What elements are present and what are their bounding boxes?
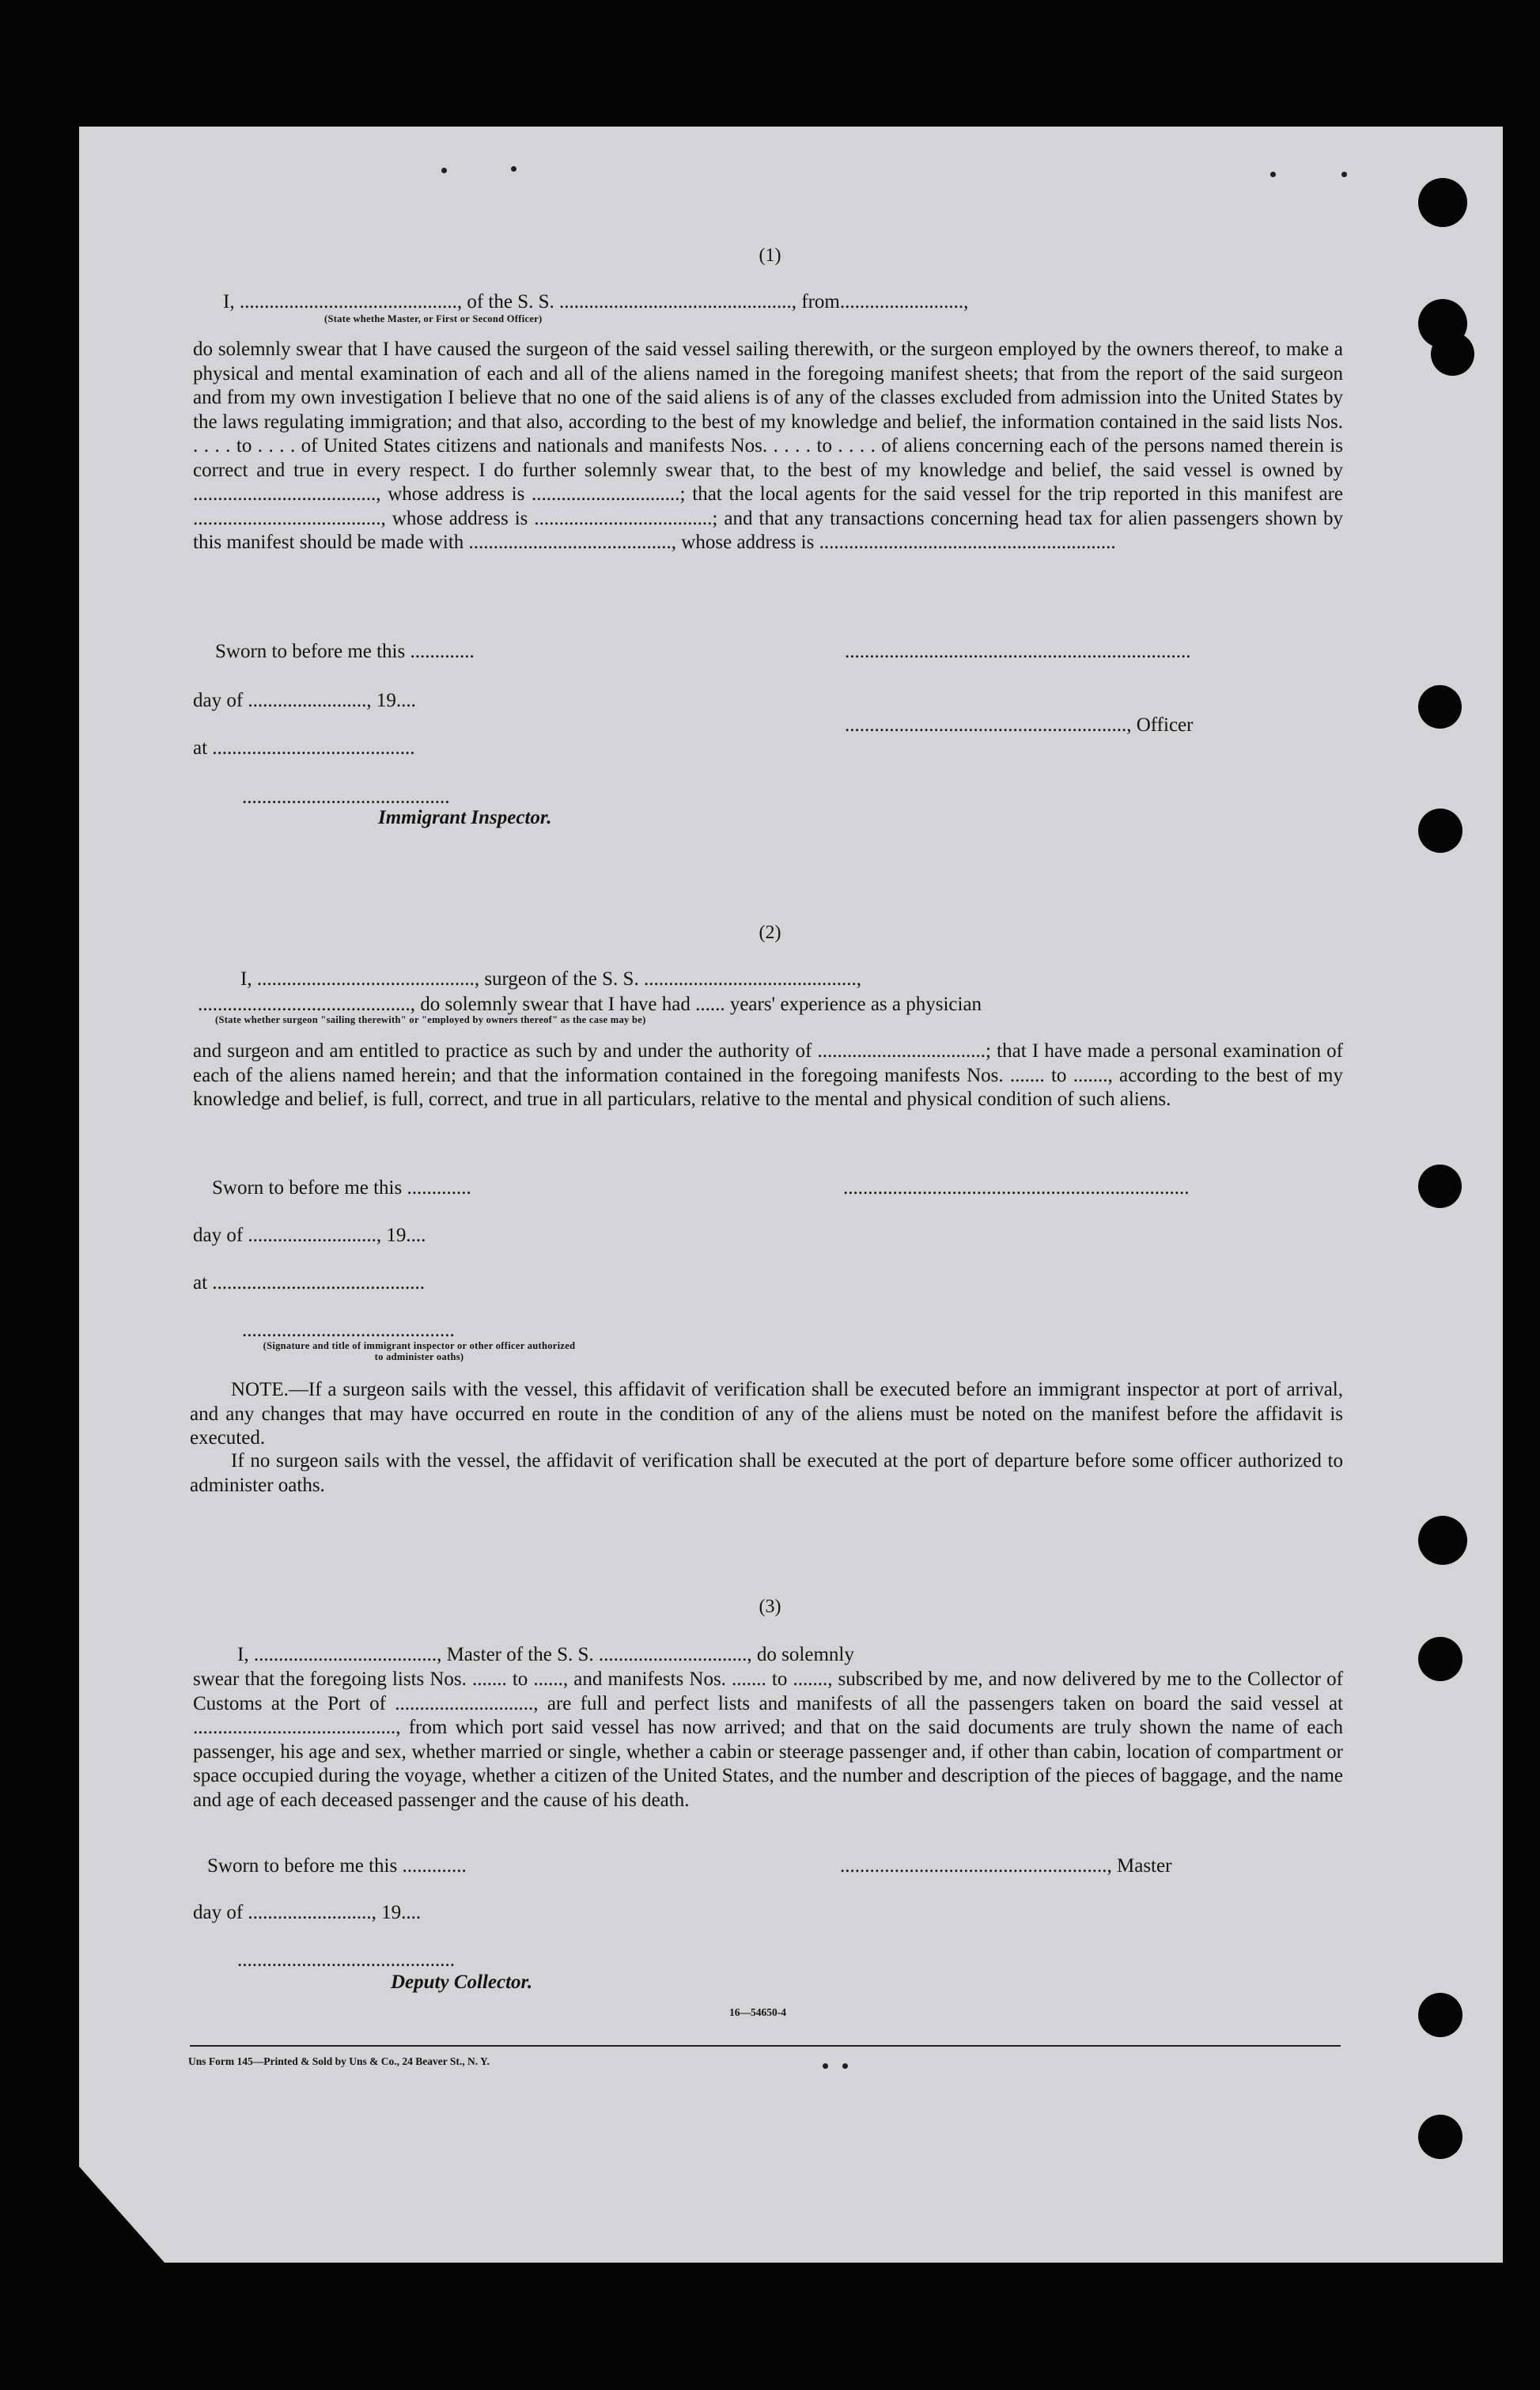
section-1-number: (1) bbox=[759, 245, 781, 266]
section-3-sworn: Sworn to before me this ............. bbox=[207, 1855, 467, 1877]
section-2-officer-dots: ...................................................................... bbox=[843, 1177, 1190, 1199]
punch-hole bbox=[1418, 685, 1462, 729]
punch-hole bbox=[1418, 1993, 1462, 2037]
footer-rule bbox=[190, 2045, 1341, 2047]
punch-hole bbox=[1418, 2115, 1462, 2159]
section-1-inspector-dots: .......................................... bbox=[242, 786, 450, 808]
section-3-number: (3) bbox=[759, 1596, 781, 1617]
section-1-state-note: (State whethe Master, or First or Second Officer) bbox=[324, 313, 543, 324]
punch-hole bbox=[1418, 1637, 1462, 1681]
punch-hole bbox=[1418, 1516, 1467, 1565]
speck bbox=[1341, 172, 1347, 177]
section-2-note-2: If no surgeon sails with the vessel, the affidavit of verification shall be executed at the port of departure before some officer authorized to administer oaths. bbox=[190, 1450, 1343, 1496]
section-3-body: swear that the foregoing lists Nos. ....... to ......, and manifests Nos. ....... to ......., subscribed by me, and now delivered by me to the Collector of Customs at the Port of ............................, are full and perfect lists and manifests of all the passengers taken on board the said vessel at ........................................., from which port said vessel has now arrived; and that on the said documents are truly shown the name of each passenger, his age and sex, whether married or single, whether a cabin or steerage passenger and, if other than cabin, location of compartment or space occupied during the voyage, whether a citizen of the United States, and the number and description of the pieces of baggage, and the name and age of each deceased passenger and the cause of his death. bbox=[193, 1668, 1343, 1811]
speck bbox=[842, 2063, 848, 2069]
section-2-line2: ..........................................., do solemnly swear that I have had ...... years' experience as a physician bbox=[198, 994, 982, 1015]
section-1-sworn: Sworn to before me this ............. bbox=[215, 641, 475, 662]
section-2-at: at ........................................... bbox=[193, 1272, 426, 1293]
section-3-opening-line: I, ....................................., Master of the S. S. .............................., do solemnly bbox=[237, 1644, 854, 1665]
section-3-collector-dots: ............................................ bbox=[237, 1949, 455, 1971]
punch-hole bbox=[1431, 332, 1474, 376]
section-2-state-note: (State whether surgeon "sailing therewith" or "employed by owners thereof" as the case may be) bbox=[215, 1014, 646, 1025]
section-1-opening-line: I, ............................................, of the S. S. ..............................................., from........................., bbox=[223, 291, 969, 312]
form-code: 16—54650-4 bbox=[729, 2006, 786, 2018]
section-1-inspector-label: Immigrant Inspector. bbox=[378, 807, 552, 828]
section-1-body: do solemnly swear that I have caused the surgeon of the said vessel sailing therewith, or the surgeon employed by the owners thereof, to make a physical and mental examination of each and all of the aliens named in the foregoing manifest sheets; that from the report of the said surgeon and from my own investigation I believe that no one of the said aliens is of any of the classes excluded from admission into the United States by the laws regulating immigration; and that also, according to the best of my knowledge and belief, the information contained in the said lists Nos. . . . . to . . . . of United States citizens and nationals and manifests Nos. . . . . to . . . . of aliens concerning each of the persons named therein is correct and true in every respect. I do further solemnly swear that, to the best of my knowledge and belief, the said vessel is owned by ....................................., whose address is ..............................; that the local agents for the said vessel for the trip reported in this manifest are ......................................, whose address is ....................................; and that any transactions concerning head tax for alien passengers shown by this manifest should be made with ........................................., whose address is ............................................................ bbox=[193, 339, 1343, 553]
speck bbox=[511, 166, 516, 172]
section-3-day-of: day of ........................., 19.... bbox=[193, 1902, 422, 1923]
section-2-body: and surgeon and am entitled to practice as such by and under the authority of ..................................; that I have made a personal examination of each of the aliens named herein; and that the information contained in the foregoing manifests Nos. ....... to ......., according to the best of my knowledge and belief, is full, correct, and true in all particulars, relative to the mental and physical condition of such aliens. bbox=[193, 1040, 1343, 1110]
printer-imprint: Uns Form 145—Printed & Sold by Uns & Co., 24 Beaver St., N. Y. bbox=[188, 2055, 490, 2067]
section-3-master-line: ......................................................, Master bbox=[840, 1855, 1172, 1877]
section-2-signature-note: (Signature and title of immigrant inspector or other officer authorized to administer oaths) bbox=[263, 1340, 576, 1362]
speck bbox=[823, 2063, 828, 2069]
section-2-note-1: NOTE.—If a surgeon sails with the vessel, this affidavit of verification shall be executed before an immigrant inspector at port of arrival, and any changes that may have occurred en route in the condition of any of the aliens must be noted on the manifest before the affidavit is executed. bbox=[190, 1379, 1343, 1449]
section-2-sworn: Sworn to before me this ............. bbox=[212, 1177, 471, 1199]
section-1-at: at ......................................... bbox=[193, 737, 415, 759]
section-1-day-of: day of ........................, 19.... bbox=[193, 690, 416, 711]
section-3-collector-label: Deputy Collector. bbox=[391, 1971, 533, 1993]
speck bbox=[1270, 172, 1276, 177]
section-2-day-of: day of .........................., 19.... bbox=[193, 1225, 426, 1246]
punch-hole bbox=[1418, 178, 1467, 227]
section-2-opening-line: I, ............................................, surgeon of the S. S. ..........................................., bbox=[240, 968, 861, 990]
punch-hole bbox=[1418, 1165, 1462, 1208]
section-2-number: (2) bbox=[759, 922, 781, 943]
section-2-signature-dots: ........................................... bbox=[242, 1320, 455, 1341]
section-1-officer-dots: ...................................................................... bbox=[845, 641, 1191, 662]
punch-hole bbox=[1418, 809, 1462, 853]
speck bbox=[441, 168, 447, 173]
section-1-officer-line: ........................................................., Officer bbox=[845, 714, 1194, 736]
